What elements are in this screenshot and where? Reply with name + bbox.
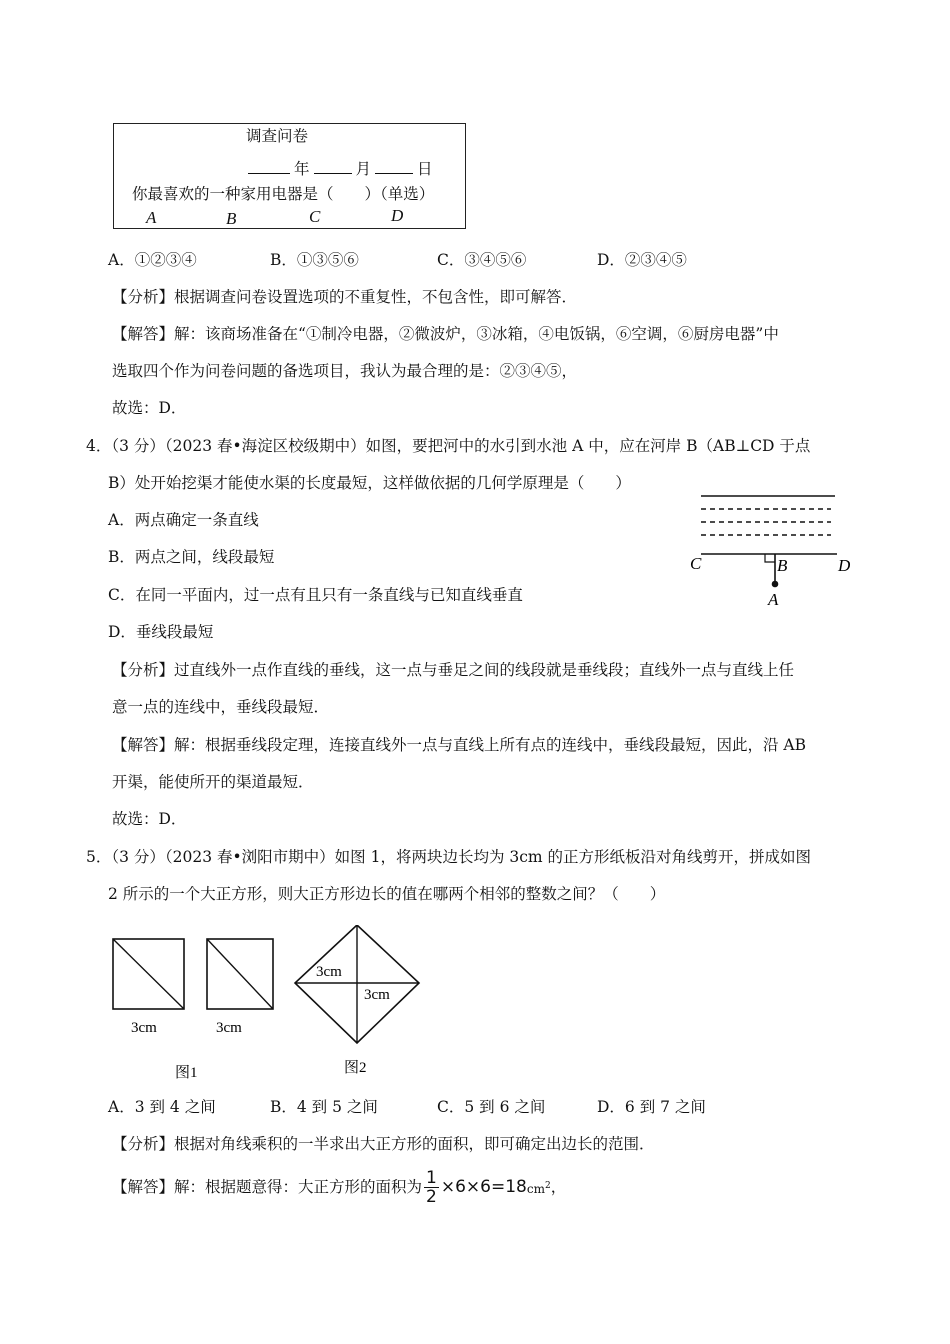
q3-choice-b: B．①③⑤⑥ xyxy=(270,251,359,269)
label-sq2-side: 3cm xyxy=(216,1020,242,1036)
q4-stem-line1: 4．（3 分）（2023 春•海淀区校级期中）如图，要把河中的水引到水池 A 中，应在河岸 B（AB⊥CD 于点 xyxy=(86,437,811,455)
q5-analysis: 【分析】根据对角线乘积的一半求出大正方形的面积，即可确定出边长的范围． xyxy=(112,1135,655,1153)
q4-analysis-line1: 【分析】过直线外一点作直线的垂线，这一点与垂足之间的线段就是垂线段；直线外一点与直线上任 xyxy=(112,661,795,679)
q3-solution-line2: 选取四个作为问卷问题的备选项目，我认为最合理的是：②③④⑤， xyxy=(112,362,578,380)
q5-choice-c: C．5 到 6 之间 xyxy=(437,1098,546,1116)
survey-option-a: A xyxy=(146,208,157,227)
q3-analysis: 【分析】根据调查问卷设置选项的不重复性，不包含性，即可解答． xyxy=(112,288,578,306)
q4-analysis-line2: 意一点的连线中，垂线段最短． xyxy=(112,698,330,716)
label-fig2: 图2 xyxy=(344,1060,367,1076)
label-sq1-side: 3cm xyxy=(131,1020,157,1036)
q3-answer: 故选：D． xyxy=(112,399,187,417)
fraction-one-half: $\frac{1}{2}$ xyxy=(426,1167,437,1207)
q3-choice-a: A．①②③④ xyxy=(108,251,197,269)
q4-solution-line1: 【解答】解：根据垂线段定理，连接直线外一点与直线上所有点的连线中，垂线段最短，因此，沿 AB xyxy=(112,736,807,754)
q3-solution-line1: 【解答】解：该商场准备在“①制冷电器，②微波炉，③冰箱，④电饭锅，⑥空调，⑥厨房电器”中 xyxy=(112,325,779,343)
survey-title: 调查问卷 xyxy=(246,127,309,145)
q4-option-c: C．在同一平面内，过一点有且只有一条直线与已知直线垂直 xyxy=(108,586,523,604)
q4-option-b: B．两点之间，线段最短 xyxy=(108,548,275,566)
q5-solution-expr: ×6×6=18 xyxy=(440,1177,527,1197)
q5-solution xyxy=(112,1164,566,1210)
label-d: D xyxy=(838,556,851,575)
survey-option-c: C xyxy=(309,207,321,226)
survey-option-d: D xyxy=(391,206,404,225)
survey-question: 你最喜欢的一种家用电器是（ ）（单选） xyxy=(132,185,435,203)
square-1-diagonal xyxy=(113,939,184,1009)
q5-solution-unit: $cm^2$ xyxy=(526,1180,551,1196)
q4-option-a: A．两点确定一条直线 xyxy=(108,511,259,529)
label-diamond-a: 3cm xyxy=(316,964,342,980)
survey-date: 年 月 日 xyxy=(248,159,437,179)
label-b: B xyxy=(777,556,788,575)
q3-choice-c: C．③④⑤⑥ xyxy=(437,251,527,269)
q5-stem-line1: 5．（3 分）（2023 春•浏阳市期中）如图 1，将两块边长均为 3cm 的正方形纸板沿对角线剪开，拼成如图 xyxy=(86,848,812,866)
right-angle-mark xyxy=(765,554,775,562)
q3-choice-d: D．②③④⑤ xyxy=(597,251,687,269)
square-2-diagonal xyxy=(207,939,273,1009)
q4-option-d: D．垂线段最短 xyxy=(108,623,214,641)
squares-figure xyxy=(100,925,440,1085)
q5-stem-line2: 2 所示的一个大正方形，则大正方形边长的值在哪两个相邻的整数之间？（ ） xyxy=(108,885,666,903)
river-figure xyxy=(680,482,860,612)
label-diamond-b: 3cm xyxy=(364,987,390,1003)
q5-choice-a: A．3 到 4 之间 xyxy=(108,1098,216,1116)
survey-option-b: B xyxy=(226,209,237,228)
q4-answer: 故选：D． xyxy=(112,810,187,828)
q5-solution-prefix: 【解答】解：根据题意得：大正方形的面积为 xyxy=(112,1178,423,1196)
q5-choice-b: B．4 到 5 之间 xyxy=(270,1098,378,1116)
q4-stem-line2: B）处开始挖渠才能使水渠的长度最短，这样做依据的几何学原理是（ ） xyxy=(108,474,631,492)
q5-choice-d: D．6 到 7 之间 xyxy=(597,1098,706,1116)
q4-solution-line2: 开渠，能使所开的渠道最短． xyxy=(112,773,314,791)
label-a: A xyxy=(768,590,779,609)
q5-solution-suffix: ， xyxy=(550,1178,567,1196)
label-c: C xyxy=(690,554,702,573)
pool-point-a xyxy=(772,581,779,588)
label-fig1: 图1 xyxy=(175,1065,198,1081)
